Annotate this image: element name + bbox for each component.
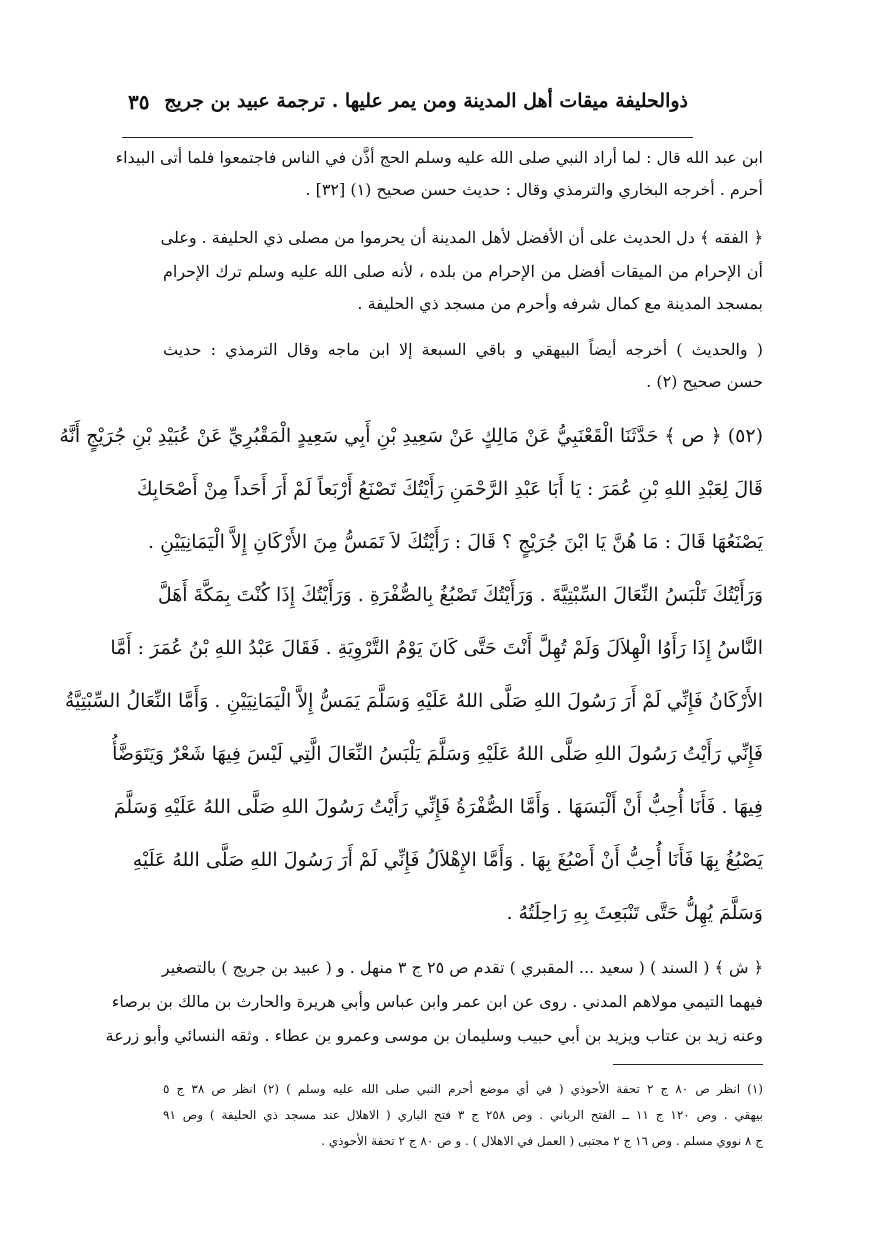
hadith-line-3: يَصْنَعُهَا قَالَ : مَا هُنَّ يَا ابْنَ جُرَيْجٍ ؟ قَالَ : رَأَيْتُكَ لاَ تَمَسُّ مِنَ الأَرْكَانِ إِلاَّ الْيَمَانِيَيْنِ . xyxy=(148,531,763,553)
page-number: ٣٥ xyxy=(128,90,150,114)
hadith-line-9: يَصْبُغُ بِهَا فَأَنَا أُحِبُّ أَنْ أَصْبُغَ بِهَا . وَأَمَّا الإِهْلاَلُ فَإِنِّي لَمْ أَرَ رَسُولَ اللهِ صَلَّى اللهُ عَلَيْهِ xyxy=(132,849,763,871)
hadith-line-1: (٥٢) ﴿ ص ﴾ حَدَّثَنَا الْقَعْنَبِيُّ عَنْ مَالِكٍ عَنْ سَعِيدِ بْنِ أَبِي سَعِيدٍ الْمَقْبُرِيِّ عَنْ عُبَيْدِ بْنِ جُرَيْجٍ أَنَّهُ xyxy=(59,425,763,447)
footnote-line-3: ج ٨ نووي مسلم . وص ١٦ ج ٢ مجتبى ( العمل في الاهلال ) . و ص ٨٠ ج ٢ تحفة الأحوذي . xyxy=(321,1134,763,1148)
fiqh-paragraph-line-3: بمسجد المدينة مع كمال شرفه وأحرم من مسجد ذي الحليفة . xyxy=(357,294,763,313)
footnote-line-1: (١) انظر ص ٨٠ ج ٢ تحفة الأحوذي ( في أي موضع أحرم النبي صلى الله عليه وسلم ) (٢) انظر ص ٣٨ ج ٥ xyxy=(163,1082,763,1096)
paragraph-1-line-1: ابن عبد الله قال : لما أراد النبي صلى الله عليه وسلم الحج أذَّن في الناس فاجتمعوا فلما أتى البيداء xyxy=(115,148,763,167)
fiqh-paragraph-line-1: ﴿ الفقه ﴾ دل الحديث على أن الأفضل لأهل المدينة أن يحرموا من مصلى ذي الحليفة . وعلى xyxy=(160,228,763,247)
hadith-source-line-1: ( والحديث ) أخرجه أيضاً البيهقي و باقي السبعة إلا ابن ماجه وقال الترمذي : حديث xyxy=(163,340,763,359)
sanad-line-3: وعنه زيد بن عتاب ويزيد بن أبي حبيب وسليمان بن موسى وعمرو بن عطاء . وثقه النسائي وأبو زرعة xyxy=(105,1026,763,1045)
running-header-title: ذوالحليفة ميقات أهل المدينة ومن يمر عليها . ترجمة عبيد بن جريج xyxy=(164,90,688,112)
hadith-source-line-2: حسن صحيح (٢) . xyxy=(646,372,763,391)
header-divider xyxy=(122,137,693,138)
hadith-line-8: فِيهَا . فَأَنَا أُحِبُّ أَنْ أَلْبَسَهَا . وَأَمَّا الصُّفْرَةُ فَإِنِّي رَأَيْتُ رَسُولَ اللهِ صَلَّى اللهُ عَلَيْهِ وَسَلَّمَ xyxy=(113,796,763,818)
hadith-line-7: فَإِنِّي رَأَيْتُ رَسُولَ اللهِ صَلَّى اللهُ عَلَيْهِ وَسَلَّمَ يَلْبَسُ النِّعَالَ الَّتِي لَيْسَ فِيهَا شَعْرٌ وَيَتَوَضَّأُ xyxy=(112,743,763,765)
running-header xyxy=(128,86,688,126)
hadith-line-2: قَالَ لِعَبْدِ اللهِ بْنِ عُمَرَ : يَا أَبَا عَبْدِ الرَّحْمَنِ رَأَيْتُكَ تَصْنَعُ أَرْبَعاً لَمْ أَرَ أَحَداً مِنْ أَصْحَابِكَ xyxy=(136,478,763,500)
sanad-line-1: ﴿ ش ﴾ ( السند ) ( سعيد ... المقبري ) تقدم ص ٢٥ ج ٣ منهل . و ( عبيد بن جريج ) بالتصغير xyxy=(161,958,763,977)
hadith-line-10: وَسَلَّمَ يُهِلُّ حَتَّى تَنْبَعِثَ بِهِ رَاحِلَتُهُ . xyxy=(506,902,763,924)
footnote-divider xyxy=(613,1064,763,1065)
hadith-line-5: النَّاسُ إِذَا رَأَوُا الْهِلاَلَ وَلَمْ تُهِلَّ أَنْتَ حَتَّى كَانَ يَوْمُ التَّرْوِيَةِ . فَقَالَ عَبْدُ اللهِ بْنُ عُمَرَ : أَمَّا xyxy=(110,637,763,659)
hadith-line-4: وَرَأَيْتُكَ تَلْبَسُ النِّعَالَ السِّبْتِيَّةَ . وَرَأَيْتُكَ تَصْبُغُ بِالصُّفْرَةِ . وَرَأَيْتُكَ إِذَا كُنْتَ بِمَكَّةَ أَهَلَّ xyxy=(157,584,763,606)
fiqh-paragraph-line-2: أن الإحرام من الميقات أفضل من الإحرام من بلده ، لأنه صلى الله عليه وسلم ترك الإحرام xyxy=(163,262,763,281)
sanad-line-2: فيهما التيمي مولاهم المدني . روى عن ابن عمر وابن عباس وأبي هريرة والحارث بن مالك بن برصاء xyxy=(111,992,763,1011)
paragraph-1-line-2: أحرم . أخرجه البخاري والترمذي وقال : حديث حسن صحيح (١) [٣٢] . xyxy=(305,180,763,199)
hadith-line-6: الأَرْكَانُ فَإِنِّي لَمْ أَرَ رَسُولَ اللهِ صَلَّى اللهُ عَلَيْهِ وَسَلَّمَ يَمَسُّ إِلاَّ الْيَمَانِيَيْنِ . وَأَمَّا النِّعَالُ السِّبْتِيَّةُ xyxy=(64,690,763,712)
footnote-line-2: بيهقي . وص ١٢٠ ج ١١ ــ الفتح الرباني . وص ٢٥٨ ج ٣ فتح الباري ( الاهلال عند مسجد ذي الحليفة ) وص ٩١ xyxy=(163,1108,764,1122)
